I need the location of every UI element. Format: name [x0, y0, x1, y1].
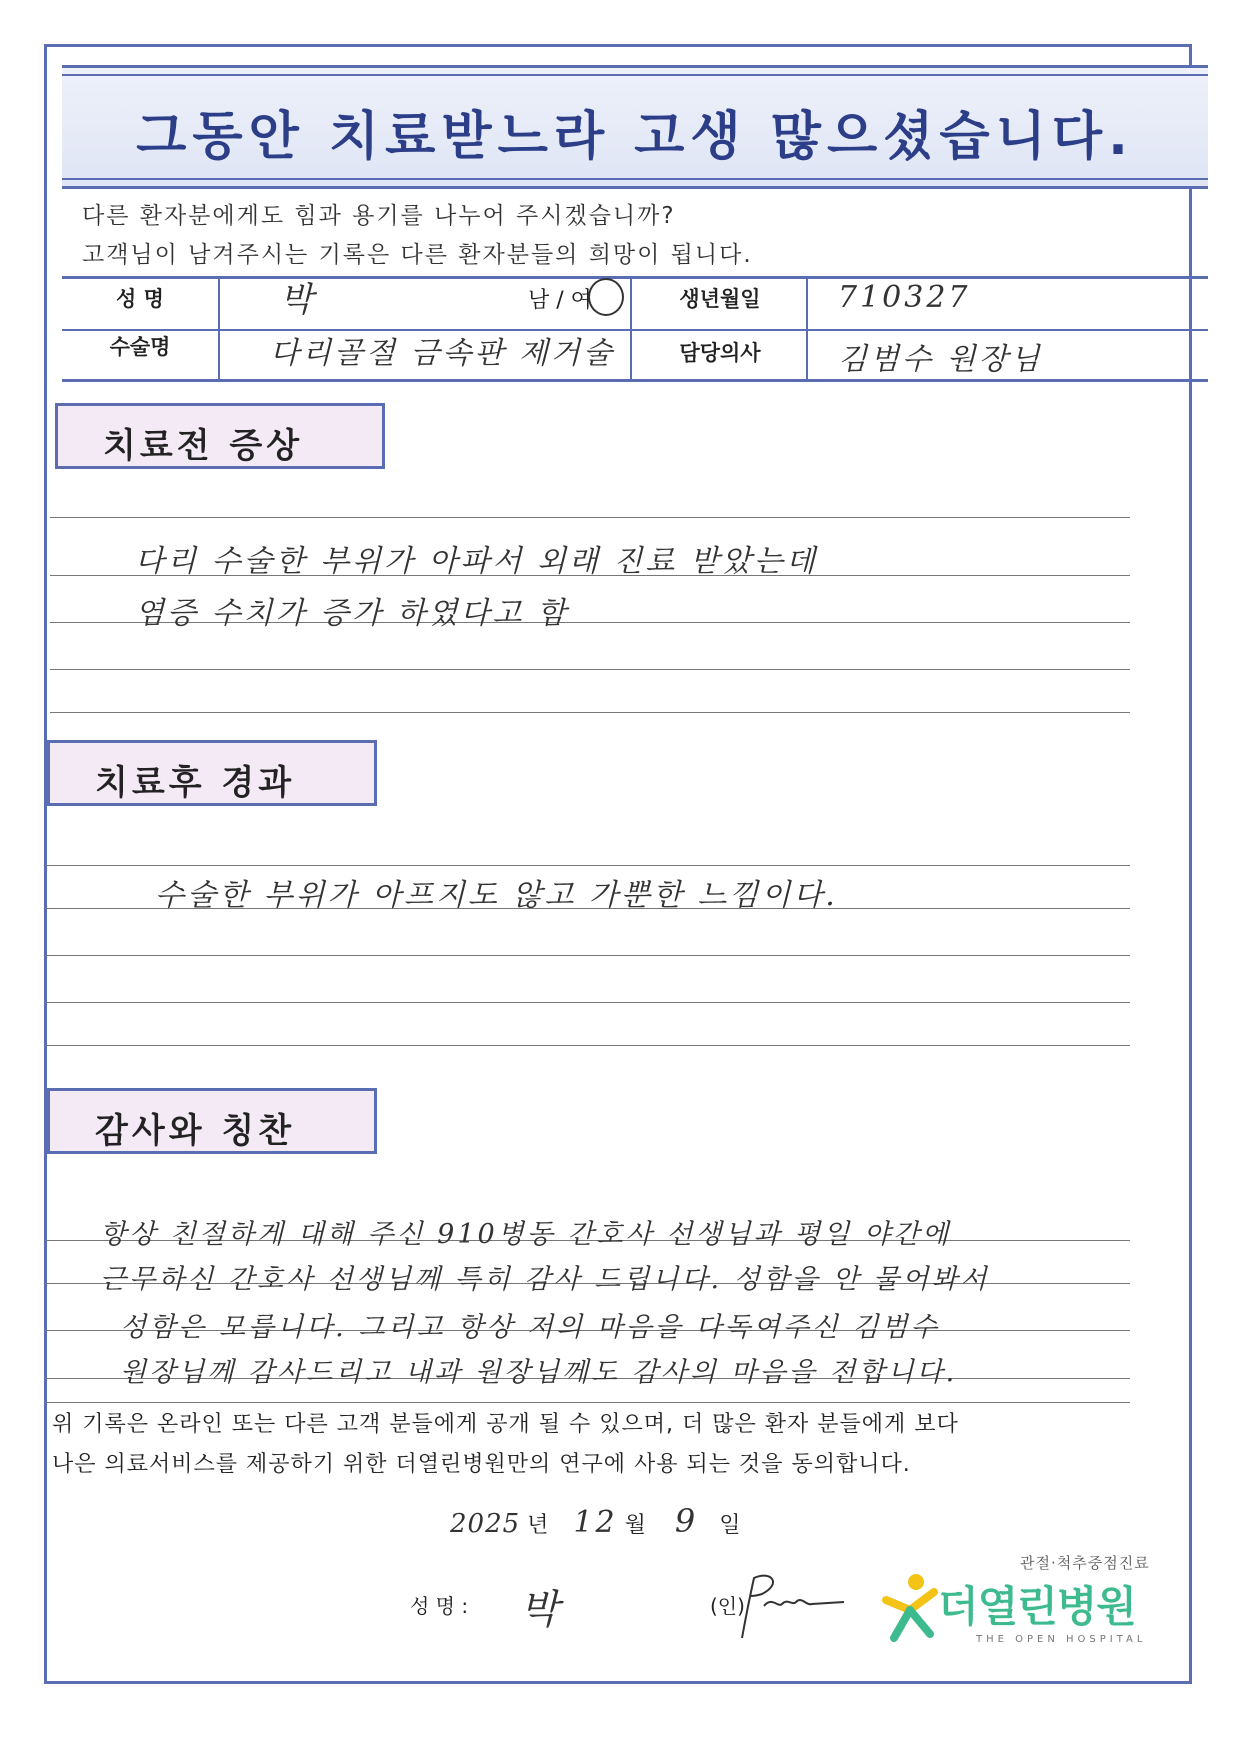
- writing-line: [45, 1045, 1130, 1046]
- doctor-label: 담당의사: [679, 341, 761, 365]
- thanks-text-line-1: 항상 친절하게 대해 주신 910병동 간호사 선생님과 평일 야간에: [100, 1219, 952, 1250]
- date-month: 12: [573, 1505, 618, 1540]
- section-thanks-label: 감사와 칭찬: [95, 1111, 296, 1151]
- surgery-value: 다리골절 금속판 제거술: [270, 336, 615, 371]
- writing-line: [50, 517, 1130, 518]
- date-month-unit: 월: [624, 1513, 646, 1538]
- writing-line: [45, 1002, 1130, 1003]
- after-text-line-1: 수술한 부위가 아프지도 않고 가뿐한 느낌이다.: [155, 878, 838, 913]
- birth-value: 710327: [838, 280, 971, 315]
- writing-line: [45, 1402, 1130, 1403]
- date-day-unit: 일: [719, 1513, 741, 1538]
- thanks-text-line-3: 성함은 모릅니다. 그리고 항상 저의 마음을 다독여주신 김범수: [120, 1312, 940, 1343]
- handwritten-signature: [712, 1566, 852, 1646]
- name-label: 성 명: [116, 287, 164, 311]
- section-after-header: [47, 740, 377, 806]
- date-day: 9: [674, 1502, 699, 1540]
- page-title: 그동안 치료받느라 고생 많으셨습니다.: [136, 107, 1134, 167]
- writing-line: [45, 955, 1130, 956]
- writing-line: [50, 669, 1130, 670]
- section-before-label: 치료전 증상: [103, 426, 304, 466]
- before-text-line-1: 다리 수술한 부위가 아파서 외래 진료 받았는데: [135, 544, 818, 579]
- seal-label: (인): [710, 1594, 745, 1618]
- section-after-label: 치료후 경과: [95, 763, 296, 803]
- signature-name: 박: [520, 1587, 562, 1633]
- surgery-label: 수술명: [109, 335, 171, 359]
- date-row: [450, 1502, 741, 1540]
- writing-line: [45, 865, 1130, 866]
- doctor-value: 김범수 원장님: [838, 342, 1043, 377]
- hospital-tagline: 관절·척추중점진료: [1020, 1554, 1150, 1572]
- title-band: [62, 65, 1208, 189]
- gender-label: 남 / 여: [528, 288, 592, 313]
- section-thanks-header: [47, 1088, 377, 1154]
- hospital-name: 더열린병원: [938, 1582, 1136, 1631]
- consent-line-1: 위 기록은 온라인 또는 다른 고객 분들에게 공개 될 수 있으며, 더 많은 환자 분들에게 보다: [52, 1412, 959, 1437]
- before-text-line-2: 염증 수치가 증가 하였다고 함: [135, 596, 569, 631]
- hospital-logo: [880, 1552, 1170, 1662]
- writing-line: [50, 712, 1130, 713]
- section-before-header: [55, 403, 385, 469]
- name-value: 박: [280, 280, 316, 320]
- intro-line-1: 다른 환자분에게도 힘과 용기를 나누어 주시겠습니까?: [82, 203, 676, 229]
- thanks-text-line-2: 근무하신 간호사 선생님께 특히 감사 드립니다. 성함을 안 물어봐서: [100, 1264, 990, 1295]
- date-year: 2025: [450, 1509, 521, 1539]
- signature-label: 성 명 :: [410, 1594, 469, 1618]
- date-year-unit: 년: [527, 1513, 549, 1538]
- thanks-text-line-4: 원장님께 감사드리고 내과 원장님께도 감사의 마음을 전합니다.: [120, 1357, 958, 1388]
- hospital-emblem-icon: [880, 1572, 940, 1642]
- birth-label: 생년월일: [679, 287, 761, 311]
- consent-line-2: 나은 의료서비스를 제공하기 위한 더열린병원만의 연구에 사용 되는 것을 동의합니다.: [52, 1452, 911, 1477]
- hospital-english-name: THE OPEN HOSPITAL: [976, 1634, 1147, 1645]
- gender-circle-mark: [588, 278, 624, 316]
- intro-line-2: 고객님이 남겨주시는 기록은 다른 환자분들의 희망이 됩니다.: [82, 242, 753, 268]
